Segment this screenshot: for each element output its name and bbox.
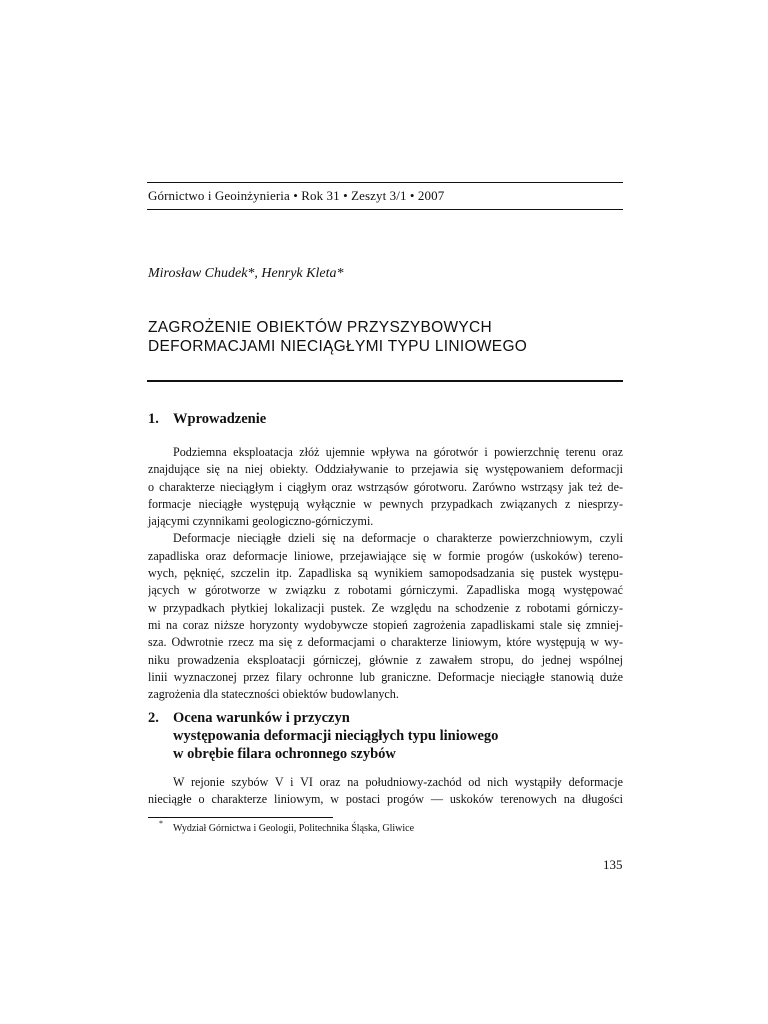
text-line: mi na coraz niższe horyzonty wydobywcze stopień zagrożenia zapadliskami stale się zmniej-: [148, 617, 623, 632]
text-line: nieciągłe o charakterze liniowym, w postaci progów — uskoków terenowych na długości: [148, 792, 623, 807]
text-line: zagrożenia dla stateczności obiektów budowlanych.: [148, 687, 399, 702]
authors: Mirosław Chudek*, Henryk Kleta*: [148, 266, 344, 281]
text-line: o charakterze nieciągłym i ciągłym oraz wstrząsów górotworu. Zarówno wstrząsy jak też de-: [148, 479, 623, 494]
title-rule: [147, 380, 623, 382]
text-line: zapadliska oraz deformacje liniowe, przejawiające się w formie progów (uskoków) tereno-: [148, 548, 623, 563]
text-line: Podziemna eksploatacja złóż ujemnie wpływa na górotwór i powierzchnię terenu oraz: [173, 445, 623, 459]
text-line: Deformacje nieciągłe dzieli się na deformacje o charakterze powierzchniowym, czyli: [173, 531, 623, 546]
section-2-body: [148, 774, 623, 809]
text-line: W rejonie szybów V i VI oraz na południowy-zachód od nich wystąpiły deformacje: [173, 775, 623, 789]
page-number: 135: [603, 857, 623, 872]
text-line: linii wyznaczonej przez filary ochronne lub graniczne. Deformacje nieciągłe stanowią duże: [148, 669, 623, 684]
paper-title: [148, 318, 628, 356]
section-2-title-line: w obrębie filara ochronnego szybów: [173, 746, 396, 762]
section-2-number: 2.: [148, 710, 159, 726]
section-2-title-line: Ocena warunków i przyczyn: [173, 710, 350, 726]
title-line: DEFORMACJAMI NIECIĄGŁYMI TYPU LINIOWEGO: [148, 338, 528, 355]
title-line: ZAGROŻENIE OBIEKTÓW PRZYSZYBOWYCH: [148, 319, 493, 336]
journal-header: Górnictwo i Geoinżynieria • Rok 31 • Zeszyt 3/1 • 2007: [148, 188, 445, 203]
footnote-text: Wydział Górnictwa i Geologii, Politechnika Śląska, Gliwice: [173, 823, 415, 834]
section-1-number: 1.: [148, 411, 159, 427]
text-line: znajdujące się na niej obiekty. Oddziaływanie to przejawia się występowaniem deformacji: [148, 462, 623, 477]
text-line: jającymi czynnikami geologiczno-górniczymi.: [148, 514, 374, 529]
header-bottom-rule: [147, 209, 623, 210]
text-line: niku prowadzenia eksploatacji górniczej, głównie z zawałem stropu, do jednej wspólnej: [148, 652, 623, 667]
text-line: jących w górotworze w związku z robotami górniczymi. Zapadliska mogą występować: [148, 583, 623, 598]
footnote-rule: [148, 817, 333, 818]
text-line: w przypadkach płytkiej lokalizacji pustek. Ze względu na schodzenie z robotami górniczy-: [148, 600, 623, 615]
text-line: wych, pęknięć, szczelin itp. Zapadliska są wynikiem samopodsadzania się pustek występu-: [148, 566, 623, 581]
text-line: formacje nieciągłe występują wyłącznie w pewnych przypadkach związanych z niesprzy-: [148, 496, 623, 511]
section-2-title-line: występowania deformacji nieciągłych typu liniowego: [173, 728, 499, 744]
section-1-body: [148, 444, 623, 703]
text-line: sza. Odwrotnie rzecz ma się z deformacjami o charakterze liniowym, które występują w wy-: [148, 635, 623, 650]
section-1-title: Wprowadzenie: [173, 411, 267, 427]
footnote-mark: *: [159, 819, 163, 828]
header-top-rule: [147, 182, 623, 183]
